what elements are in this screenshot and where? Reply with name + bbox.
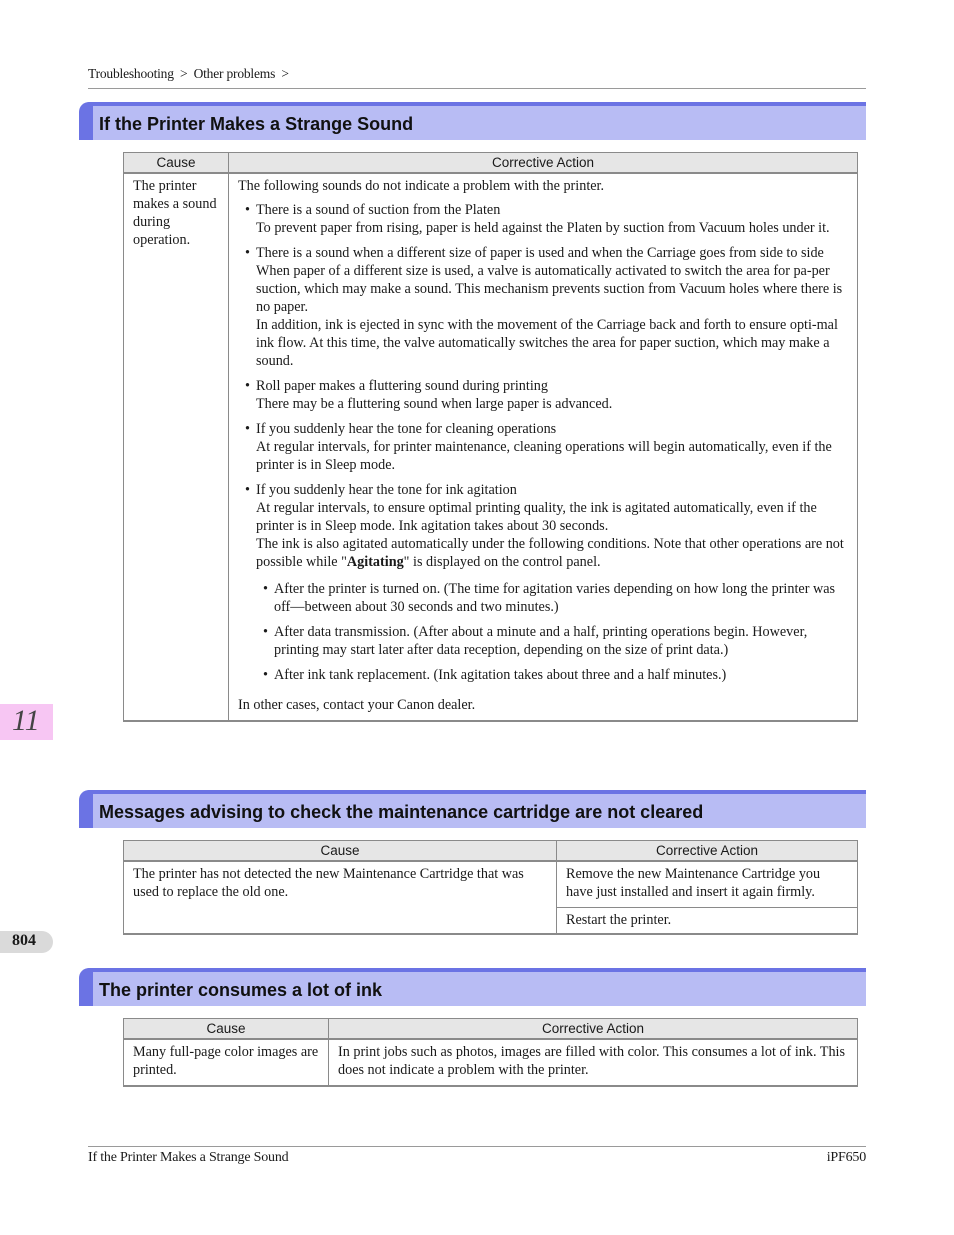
cause-cell: Many full-page color images are printed. (124, 1039, 329, 1086)
chapter-tab[interactable] (0, 704, 53, 740)
item-body: To prevent paper from rising, paper is held against the Platen by suction from Vacuum holes under it. (256, 220, 830, 236)
outro-text: In other cases, contact your Canon dealer. (238, 697, 476, 713)
item-body: At regular intervals, to ensure optimal printing quality, the ink is agitated automatically, even if the printer is in Sleep mode. Ink agitation takes about 30 seconds. (256, 500, 817, 534)
list-item (246, 377, 848, 413)
item-body: In addition, ink is ejected in sync with the movement of the Carriage back and forth to ensure opti-mal ink flow. At this time, the valve automatically switches the area for paper suction, which may make a sound. (256, 317, 838, 369)
column-header-action: Corrective Action (557, 841, 858, 862)
breadcrumb-item[interactable]: Other problems (193, 66, 276, 81)
section-header (80, 790, 866, 828)
action-cell: Restart the printer. (557, 908, 858, 935)
agitation-conditions-list (256, 580, 848, 684)
list-item (246, 481, 848, 684)
section-header (80, 968, 866, 1006)
section-title: Messages advising to check the maintenance cartridge are not cleared (99, 802, 704, 822)
chapter-number: 11 (12, 704, 40, 737)
action-cell (229, 173, 858, 721)
item-heading: • If you suddenly hear the tone for ink agitation (256, 482, 517, 498)
breadcrumb-item[interactable]: Troubleshooting (88, 66, 174, 81)
page-number: 804 (12, 932, 36, 949)
agitating-label: Agitating (346, 554, 404, 570)
sub-list-item: • After data transmission. (After about a minute and a half, printing operations begin. However, printing may start later after data reception, depending on the size of print data.) (264, 623, 848, 659)
intro-text: The following sounds do not indicate a problem with the printer. (238, 178, 605, 194)
body-text: The ink is also agitated automatically under the following conditions. Note that other operations are not possible while " (256, 536, 844, 570)
column-header-cause: Cause (124, 1019, 329, 1040)
list-item (246, 244, 848, 370)
item-body (256, 535, 848, 571)
sub-list-item: • After the printer is turned on. (The time for agitation varies depending on how long the printer was off—between about 30 seconds and two minutes.) (264, 580, 848, 616)
sub-list-item: • After ink tank replacement. (Ink agitation takes about three and a half minutes.) (264, 666, 848, 684)
action-cell: In print jobs such as photos, images are filled with color. This consumes a lot of ink. This does not indicate a problem with the printer. (329, 1039, 858, 1086)
breadcrumb-separator: > (281, 66, 289, 81)
column-header-cause: Cause (124, 153, 229, 174)
item-heading: • Roll paper makes a fluttering sound during printing (256, 378, 548, 394)
item-heading: • There is a sound when a different size of paper is used and when the Carriage goes from side to side (256, 245, 824, 261)
maintenance-cartridge-table (123, 840, 858, 935)
cause-cell: The printer makes a sound during operation. (124, 173, 229, 721)
footer (88, 1146, 866, 1169)
sound-list (238, 201, 848, 684)
item-body: When paper of a different size is used, a valve is automatically activated to switch the area for pa-per suction, which may make a sound. This mechanism prevents suction from Vacuum holes where there is no paper. (256, 263, 843, 315)
strange-sound-table (123, 152, 858, 722)
list-item (246, 420, 848, 474)
item-body: At regular intervals, for printer maintenance, cleaning operations will begin automatically, even if the printer is in Sleep mode. (256, 439, 832, 473)
section-title: If the Printer Makes a Strange Sound (99, 114, 414, 134)
item-heading: • There is a sound of suction from the Platen (256, 202, 501, 218)
cause-cell: The printer has not detected the new Maintenance Cartridge that was used to replace the old one. (124, 861, 557, 934)
body-text: " is displayed on the control panel. (403, 554, 601, 570)
list-item (246, 201, 848, 237)
page-number-badge (0, 931, 53, 953)
breadcrumb (88, 66, 866, 89)
item-heading: • If you suddenly hear the tone for cleaning operations (256, 421, 557, 437)
breadcrumb-separator: > (179, 66, 188, 81)
column-header-action: Corrective Action (229, 153, 858, 174)
item-body: There may be a fluttering sound when large paper is advanced. (256, 396, 613, 412)
column-header-action: Corrective Action (329, 1019, 858, 1040)
section-title: The printer consumes a lot of ink (99, 980, 383, 1000)
action-cell: Remove the new Maintenance Cartridge you have just installed and insert it again firmly. (557, 861, 858, 908)
column-header-cause: Cause (124, 841, 557, 862)
footer-section-link[interactable]: If the Printer Makes a Strange Sound (88, 1150, 289, 1165)
footer-model-name: iPF650 (826, 1150, 866, 1165)
section-header (80, 102, 866, 140)
ink-consumption-table (123, 1018, 858, 1087)
